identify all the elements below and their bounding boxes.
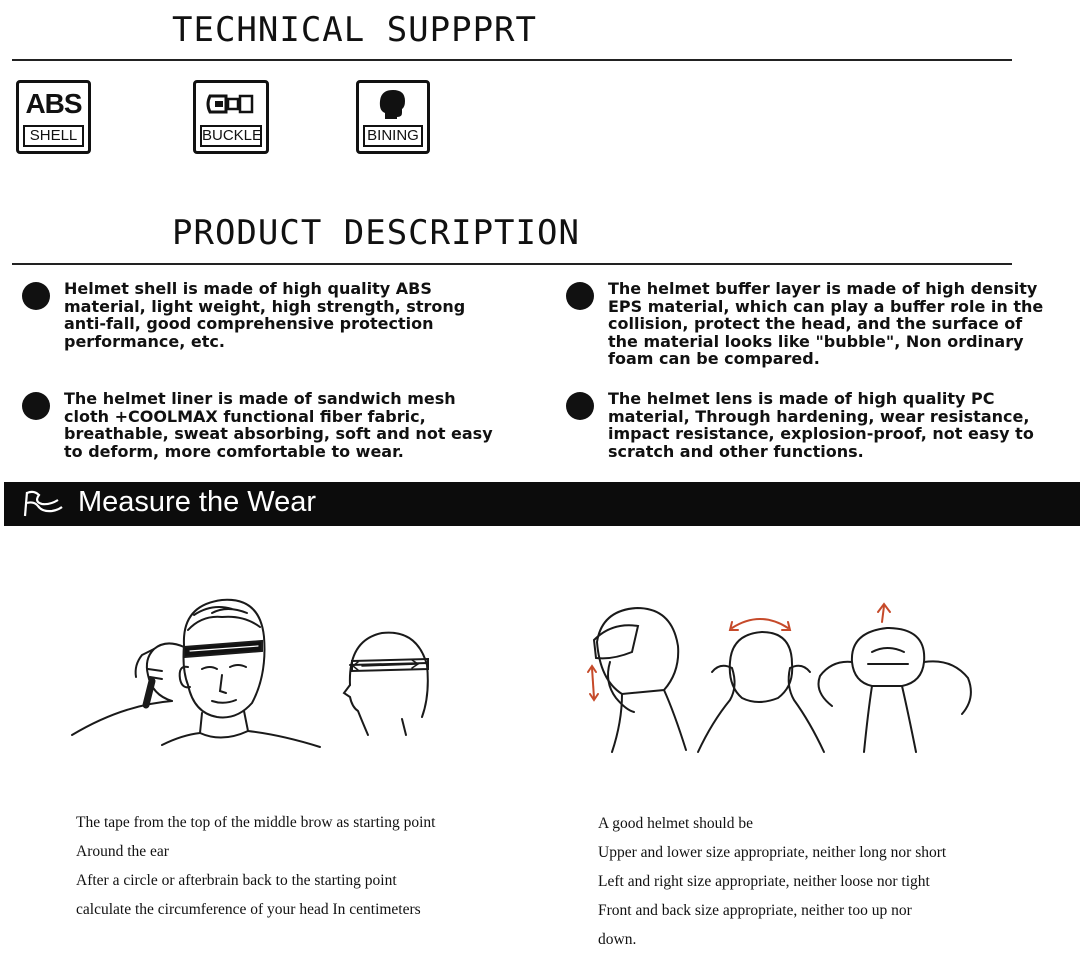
badge-abs-shell — [16, 80, 91, 154]
description-line: scratch and other functions. — [608, 441, 864, 461]
description-line: the material looks like "bubble", Non ordinary — [608, 331, 1024, 351]
description-item — [566, 280, 1066, 368]
technical-support-divider — [12, 59, 1012, 61]
instruction-line: After a circle or afterbrain back to the starting point — [76, 872, 397, 889]
bullet-icon — [566, 282, 594, 310]
badge-label: SHELL — [23, 125, 84, 147]
measure-instructions — [76, 808, 566, 924]
description-line: foam can be compared. — [608, 349, 820, 368]
technical-support-title: TECHNICAL SUPPPRT — [172, 10, 537, 50]
flag-icon — [20, 489, 66, 519]
description-item — [22, 390, 542, 460]
badge-bining — [356, 80, 430, 154]
instruction-line: calculate the circumference of your head In centimeters — [76, 901, 421, 918]
description-line: breathable, sweat absorbing, soft and not easy — [64, 424, 493, 443]
product-description-divider — [12, 263, 1012, 265]
abs-text: ABS — [25, 88, 82, 119]
measure-banner — [4, 482, 1080, 526]
description-line: The helmet liner is made of sandwich mesh — [64, 389, 456, 408]
description-line: Helmet shell is made of high quality ABS — [64, 279, 432, 298]
badge-buckle — [193, 80, 269, 154]
description-line: anti-fall, good comprehensive protection — [64, 314, 434, 333]
description-line: to deform, more comfortable to wear. — [64, 441, 404, 461]
head-measuring-illustration — [62, 585, 442, 755]
fit-guidelines — [598, 809, 1068, 954]
helmet-fitting-illustration — [582, 602, 982, 757]
guideline-line: Front and back size appropriate, neither too up nor — [598, 902, 912, 919]
bullet-icon — [566, 392, 594, 420]
buckle-icon — [196, 87, 266, 121]
guideline-line: down. — [598, 931, 637, 948]
instruction-line: Around the ear — [76, 843, 169, 860]
product-description-title: PRODUCT DESCRIPTION — [172, 213, 580, 253]
bullet-icon — [22, 282, 50, 310]
description-line: impact resistance, explosion-proof, not easy to — [608, 424, 1034, 443]
badge-label: BINING — [363, 125, 423, 147]
description-line: material, Through hardening, wear resistance, — [608, 406, 1030, 426]
guideline-line: Upper and lower size appropriate, neither long nor short — [598, 844, 947, 861]
badge-label: BUCKLE — [200, 125, 262, 147]
head-silhouette-icon — [359, 87, 427, 121]
description-item — [22, 280, 542, 350]
description-line: performance, etc. — [64, 331, 225, 351]
description-line: material, light weight, high strength, strong — [64, 296, 466, 316]
instruction-line: The tape from the top of the middle brow as starting point — [76, 814, 436, 831]
description-line: The helmet buffer layer is made of high density — [608, 279, 1038, 298]
bullet-icon — [22, 392, 50, 420]
description-item — [566, 390, 1066, 460]
guideline-line: A good helmet should be — [598, 815, 753, 832]
measure-title: Measure the Wear — [78, 486, 317, 518]
description-line: collision, protect the head, and the surface of — [608, 314, 1023, 333]
description-line: EPS material, which can play a buffer role in the — [608, 296, 1044, 316]
description-line: The helmet lens is made of high quality PC — [608, 389, 995, 408]
description-line: cloth +COOLMAX functional fiber fabric, — [64, 406, 426, 426]
guideline-line: Left and right size appropriate, neither loose nor tight — [598, 873, 930, 890]
